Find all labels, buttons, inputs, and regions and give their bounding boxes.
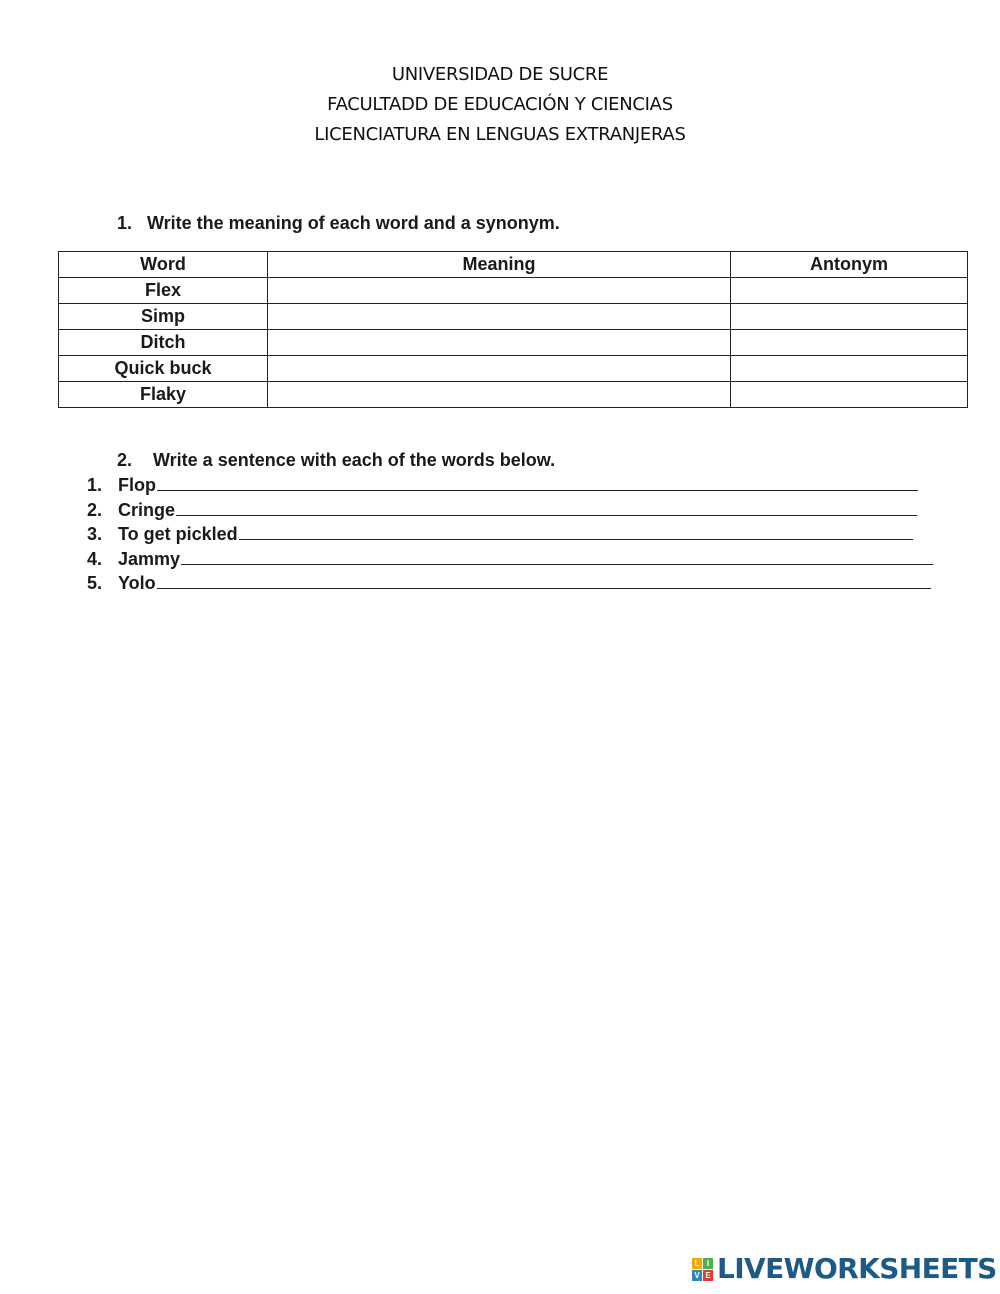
logo-text: LIVEWORKSHEETS [717,1252,997,1285]
table-row [59,278,968,304]
item-word: Yolo [118,573,156,593]
item-word: To get pickled [118,524,238,544]
item-number: 1. [87,475,103,495]
header-antonym: Antonym [731,252,968,278]
word-cell: Flaky [59,382,268,408]
list-item [87,522,933,547]
table-header-row [59,252,968,278]
question-1-number: 1. [117,213,133,233]
university-name: UNIVERSIDAD DE SUCRE [391,64,609,85]
antonym-answer-cell[interactable] [731,278,968,304]
document-header [0,60,1000,150]
sentence-answer-line[interactable] [157,573,931,589]
vocabulary-table [58,251,968,408]
question-2-prompt [117,450,555,471]
meaning-answer-cell[interactable] [268,356,731,382]
logo-mark-icon [692,1258,713,1281]
logo-tile: I [703,1258,713,1269]
table-row [59,356,968,382]
table-row [59,382,968,408]
meaning-answer-cell[interactable] [268,330,731,356]
question-1-text: Write the meaning of each word and a synonym. [147,213,560,233]
antonym-answer-cell[interactable] [731,356,968,382]
list-item [87,547,933,572]
question-2-number: 2. [117,450,133,470]
list-item [87,473,933,498]
antonym-answer-cell[interactable] [731,382,968,408]
meaning-answer-cell[interactable] [268,382,731,408]
list-item [87,498,933,523]
sentence-answer-line[interactable] [176,500,917,516]
faculty-name: FACULTADD DE EDUCACIÓN Y CIENCIAS [327,94,673,115]
antonym-answer-cell[interactable] [731,330,968,356]
item-word: Jammy [118,548,181,569]
sentence-answer-line[interactable] [157,475,918,491]
question-1-prompt [117,213,560,234]
header-word: Word [59,252,268,278]
logo-tile: E [703,1270,713,1281]
header-meaning: Meaning [268,252,731,278]
meaning-answer-cell[interactable] [268,278,731,304]
table-row [59,330,968,356]
logo-tile: V [692,1270,702,1281]
word-cell: Simp [59,304,268,330]
item-word: Flop [118,475,156,495]
word-cell: Ditch [59,330,268,356]
item-number: 5. [87,573,103,593]
logo-tile: L [692,1258,702,1269]
sentence-answer-line[interactable] [181,549,933,565]
word-cell: Quick buck [59,356,268,382]
antonym-answer-cell[interactable] [731,304,968,330]
list-item [87,571,933,596]
liveworksheets-logo [692,1253,997,1285]
item-word: Cringe [118,499,176,520]
item-number: 2. [87,499,103,520]
word-cell: Flex [59,278,268,304]
item-number: 3. [87,524,103,544]
sentence-answer-line[interactable] [239,524,913,540]
table-row [59,304,968,330]
program-name: LICENCIATURA EN LENGUAS EXTRANJERAS [314,124,686,145]
item-number: 4. [87,548,103,569]
meaning-answer-cell[interactable] [268,304,731,330]
sentence-list [87,473,933,596]
question-2-text: Write a sentence with each of the words below. [153,450,556,470]
